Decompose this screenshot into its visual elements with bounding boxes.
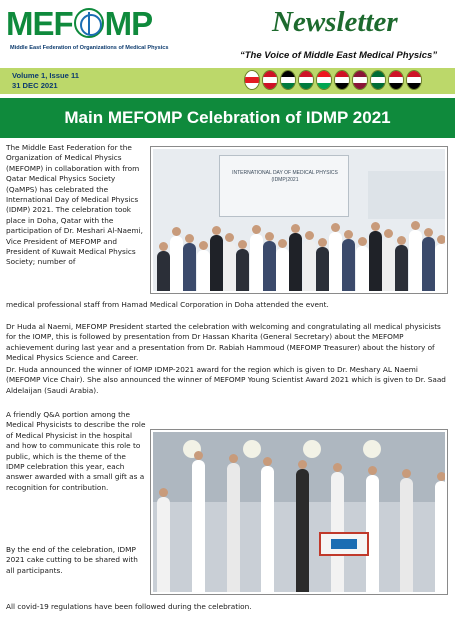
flag-9-icon xyxy=(388,70,404,90)
screen-title: INTERNATIONAL DAY OF MEDICAL PHYSICS (IDMP)2021 xyxy=(232,170,338,183)
person-figure xyxy=(316,247,329,291)
issue-date: 31 DEC 2021 xyxy=(12,81,58,90)
article-paragraph-5: By the end of the celebration, IDMP 2021 cake cutting to be shared with all participants. xyxy=(6,545,138,575)
flag-5-icon xyxy=(316,70,332,90)
article-paragraph-4: A friendly Q&A portion among the Medical Physicists to describe the role of Medical Physicist in the hospital and how to communicate this role to public, which is the theme of the IDMP celebration this year, each answer awarded with a small gift as a recognition for contribution. xyxy=(6,410,146,492)
person-figure xyxy=(356,246,369,291)
person-figure xyxy=(263,241,276,291)
flag-10-icon xyxy=(406,70,422,90)
person-figure xyxy=(296,469,309,592)
logo-text-right: MP xyxy=(104,5,153,42)
person-figure xyxy=(227,463,240,592)
article-paragraph-3: Dr. Huda announced the winner of IOMP IDMP-2021 award for the region which is given to Dr. Meshary AL Naemi (MEFOMP Vice Chair). She also announced the winner of MEFOMP Young Scientist Award 2021 which is given to Dr. Saad Aldelaijan (Saudi Arabia). xyxy=(6,365,446,395)
newsletter-header xyxy=(0,0,455,68)
flag-3-icon xyxy=(280,70,296,90)
cake-crowd xyxy=(153,442,447,592)
article-title: Main MEFOMP Celebration of IDMP 2021 xyxy=(64,108,391,127)
flag-6-icon xyxy=(334,70,350,90)
member-flags xyxy=(244,70,422,92)
person-figure xyxy=(342,239,355,291)
person-figure xyxy=(329,232,342,291)
logo-text-left: MEF xyxy=(6,5,73,42)
globe-icon xyxy=(74,8,104,38)
flag-8-icon xyxy=(370,70,386,90)
person-figure xyxy=(382,238,395,291)
person-figure xyxy=(409,230,422,291)
person-figure xyxy=(369,231,382,291)
organization-name: Middle East Federation of Organizations of Medical Physics xyxy=(10,45,169,51)
person-figure xyxy=(170,236,183,291)
newsletter-title: Newsletter xyxy=(272,6,398,38)
person-figure xyxy=(197,250,210,291)
person-figure xyxy=(223,242,236,291)
flag-1-icon xyxy=(244,70,260,90)
person-figure xyxy=(261,466,274,592)
group-photo xyxy=(151,147,447,293)
person-figure xyxy=(400,478,413,592)
person-figure xyxy=(236,249,249,291)
flag-2-icon xyxy=(262,70,278,90)
presentation-screen xyxy=(219,155,349,217)
article-title-bar xyxy=(0,96,455,138)
person-figure xyxy=(303,240,316,291)
flag-7-icon xyxy=(352,70,368,90)
person-figure xyxy=(395,245,408,291)
person-figure xyxy=(157,497,170,592)
person-figure xyxy=(250,234,263,291)
person-figure xyxy=(192,460,205,592)
person-figure xyxy=(289,233,302,291)
person-figure xyxy=(183,243,196,291)
article-paragraph-2: Dr Huda al Naemi, MEFOMP President started the celebration with welcoming and congratulating all medical physicists for the IOMP, this is followed by presentation from Dr Hassan Kharita (General Secretary) about the MEFOMP achievement during last year and a presentation from Dr. Rabiah Hammoud (MEFOMP Treasurer) about the history of Medical Physics Science and Career. xyxy=(6,322,441,363)
mefomp-logo xyxy=(6,4,166,44)
group-crowd xyxy=(153,211,447,291)
article-paragraph-6: All covid-19 regulations have been followed during the celebration. xyxy=(6,602,252,611)
article-paragraph-1: The Middle East Federation for the Organization of Medical Physics (MEFOMP) in collaboration with from Qatar Medical Physics Society (QaMPS) has celebrated the International Day of Medical Physics (IDMP) 2021. The celebration took place in Doha, Qatar with the participation of Dr. Meshari Al-Naemi, Vice President of MEFOMP and President of Kuwait Medical Physics Society; number of xyxy=(6,143,143,267)
cake-cutting-photo xyxy=(151,430,447,594)
tagline: “The Voice of Middle East Medical Physics” xyxy=(240,50,438,61)
issue-info xyxy=(12,71,79,91)
issue-bar xyxy=(0,68,455,94)
person-figure xyxy=(276,248,289,291)
flag-4-icon xyxy=(298,70,314,90)
person-figure xyxy=(157,251,170,291)
article-paragraph-1-continued: medical professional staff from Hamad Medical Corporation in Doha attended the event. xyxy=(6,300,329,309)
idmp-cake xyxy=(319,532,369,556)
issue-volume: Volume 1, Issue 11 xyxy=(12,71,79,80)
person-figure xyxy=(435,481,447,592)
person-figure xyxy=(210,235,223,291)
person-figure xyxy=(435,244,447,291)
person-figure xyxy=(422,237,435,291)
